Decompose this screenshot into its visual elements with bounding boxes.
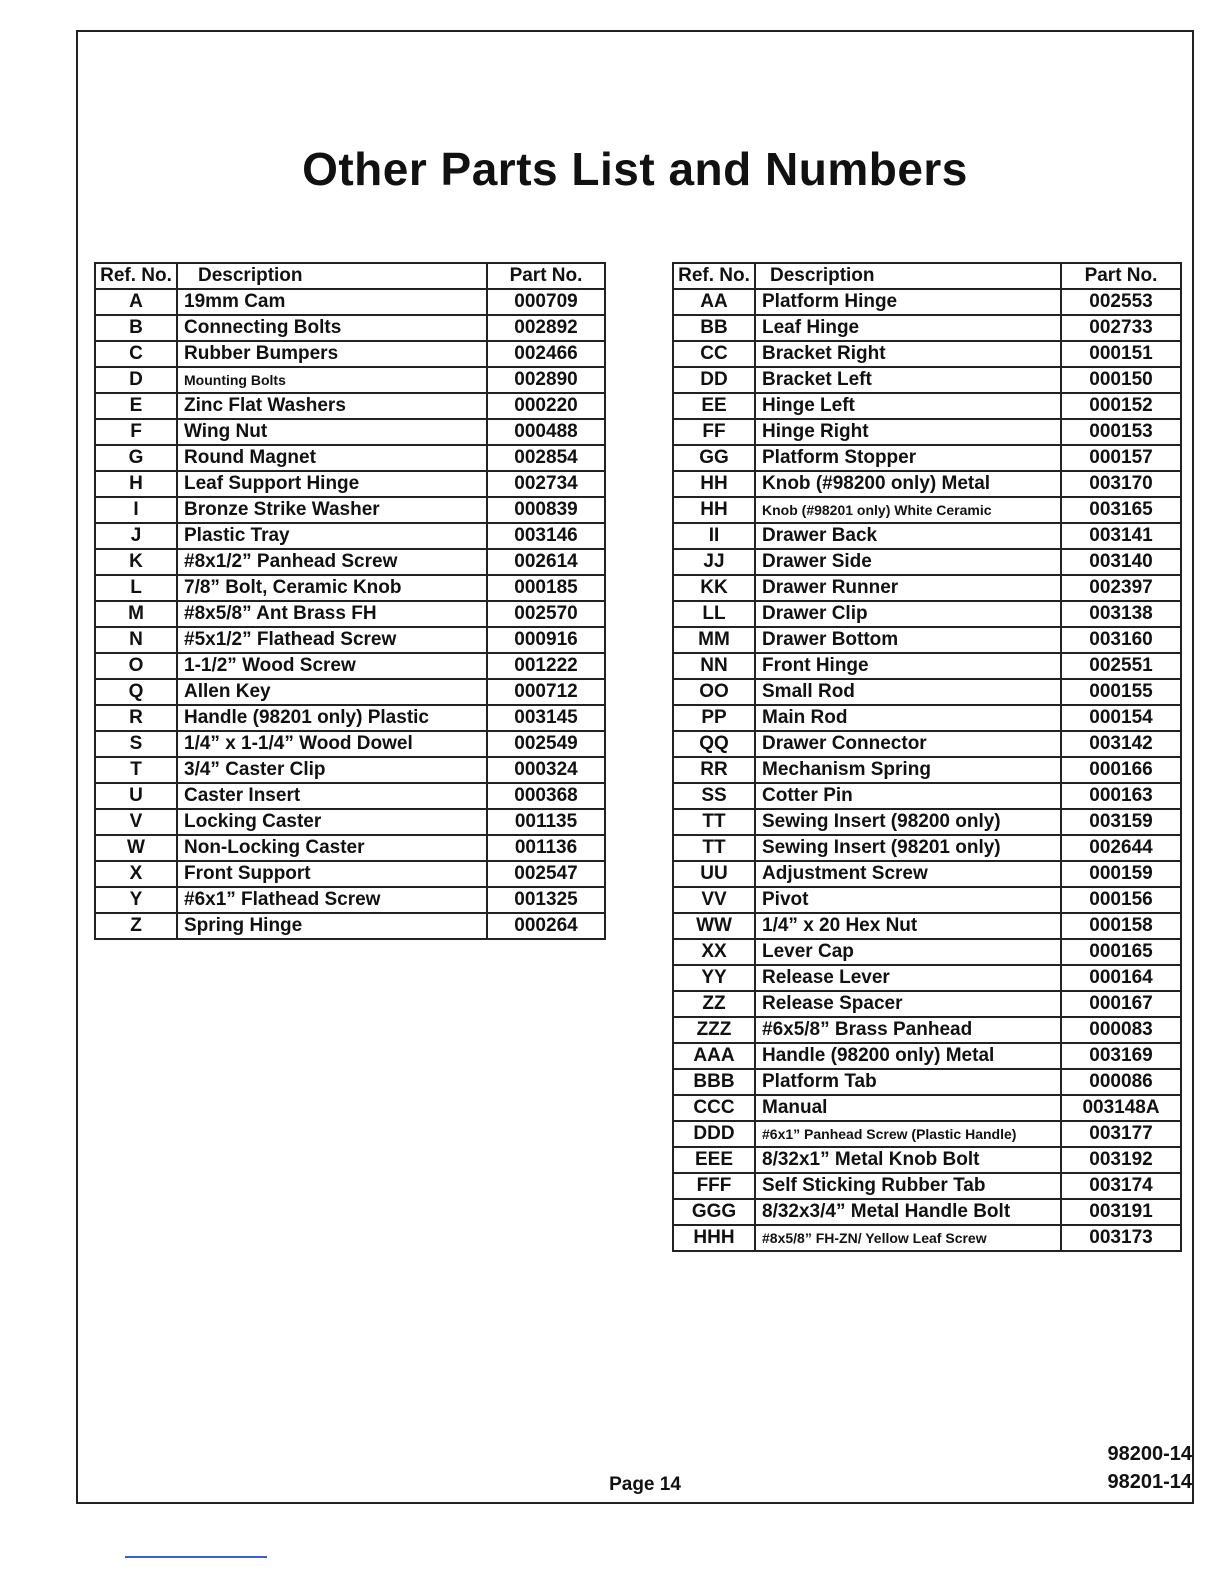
description-cell: Self Sticking Rubber Tab (755, 1173, 1061, 1199)
table-row (673, 1043, 1181, 1069)
table-row (673, 705, 1181, 731)
table-row (673, 1069, 1181, 1095)
ref-no-cell: II (673, 523, 755, 549)
part-no-cell: 003146 (487, 523, 605, 549)
description-cell: Allen Key (177, 679, 487, 705)
part-no-cell: 003165 (1061, 497, 1181, 523)
document-code: 98200-14 (1107, 1443, 1192, 1465)
part-no-cell: 000264 (487, 913, 605, 939)
ref-no-cell: CC (673, 341, 755, 367)
table-row (673, 497, 1181, 523)
table-row (673, 1199, 1181, 1225)
description-cell: Plastic Tray (177, 523, 487, 549)
description-cell: 1-1/2” Wood Screw (177, 653, 487, 679)
table-row (95, 315, 605, 341)
ref-no-cell: DD (673, 367, 755, 393)
description-cell: 3/4” Caster Clip (177, 757, 487, 783)
ref-no-cell: MM (673, 627, 755, 653)
table-row (673, 341, 1181, 367)
description-cell: 1/4” x 20 Hex Nut (755, 913, 1061, 939)
part-no-cell: 001222 (487, 653, 605, 679)
description-cell: Locking Caster (177, 809, 487, 835)
ref-no-cell: XX (673, 939, 755, 965)
part-no-cell: 002547 (487, 861, 605, 887)
table-row (95, 627, 605, 653)
table-row (95, 445, 605, 471)
ref-no-cell: GGG (673, 1199, 755, 1225)
description-cell: #5x1/2” Flathead Screw (177, 627, 487, 653)
table-row (95, 757, 605, 783)
description-cell: Mounting Bolts (177, 367, 487, 393)
part-no-cell: 003192 (1061, 1147, 1181, 1173)
part-no-cell: 000839 (487, 497, 605, 523)
part-no-cell: 000158 (1061, 913, 1181, 939)
table-row (673, 991, 1181, 1017)
part-no-cell: 003177 (1061, 1121, 1181, 1147)
ref-no-cell: EEE (673, 1147, 755, 1173)
part-no-cell: 003160 (1061, 627, 1181, 653)
header-description: Description (177, 263, 487, 289)
description-cell: 7/8” Bolt, Ceramic Knob (177, 575, 487, 601)
description-cell: Knob (#98201 only) White Ceramic (755, 497, 1061, 523)
part-no-cell: 000155 (1061, 679, 1181, 705)
part-no-cell: 003142 (1061, 731, 1181, 757)
description-cell: Sewing Insert (98201 only) (755, 835, 1061, 861)
ref-no-cell: W (95, 835, 177, 861)
table-row (95, 341, 605, 367)
ref-no-cell: J (95, 523, 177, 549)
description-cell: #6x1” Panhead Screw (Plastic Handle) (755, 1121, 1061, 1147)
ref-no-cell: I (95, 497, 177, 523)
parts-table-left-body (95, 289, 605, 939)
ref-no-cell: R (95, 705, 177, 731)
table-row (673, 393, 1181, 419)
part-no-cell: 002397 (1061, 575, 1181, 601)
ref-no-cell: YY (673, 965, 755, 991)
table-row (95, 601, 605, 627)
header-ref-no: Ref. No. (95, 263, 177, 289)
table-row (95, 419, 605, 445)
ref-no-cell: Q (95, 679, 177, 705)
part-no-cell: 002570 (487, 601, 605, 627)
part-no-cell: 002551 (1061, 653, 1181, 679)
ref-no-cell: AA (673, 289, 755, 315)
description-cell: Platform Tab (755, 1069, 1061, 1095)
description-cell: Hinge Left (755, 393, 1061, 419)
part-no-cell: 000153 (1061, 419, 1181, 445)
table-row (673, 1147, 1181, 1173)
description-cell: Handle (98201 only) Plastic (177, 705, 487, 731)
ref-no-cell: G (95, 445, 177, 471)
ref-no-cell: S (95, 731, 177, 757)
part-no-cell: 003145 (487, 705, 605, 731)
description-cell: #8x5/8” FH-ZN/ Yellow Leaf Screw (755, 1225, 1061, 1251)
description-cell: Small Rod (755, 679, 1061, 705)
ref-no-cell: LL (673, 601, 755, 627)
table-row (673, 861, 1181, 887)
part-no-cell: 003191 (1061, 1199, 1181, 1225)
table-row (673, 1225, 1181, 1251)
description-cell: Spring Hinge (177, 913, 487, 939)
ref-no-cell: NN (673, 653, 755, 679)
ref-no-cell: C (95, 341, 177, 367)
ref-no-cell: VV (673, 887, 755, 913)
description-cell: Bracket Left (755, 367, 1061, 393)
page-number: Page 14 (609, 1474, 681, 1495)
document-code: 98201-14 (1107, 1471, 1192, 1493)
ref-no-cell: WW (673, 913, 755, 939)
table-row (673, 731, 1181, 757)
ref-no-cell: GG (673, 445, 755, 471)
table-row (95, 679, 605, 705)
part-no-cell: 000151 (1061, 341, 1181, 367)
table-row (673, 445, 1181, 471)
table-row (673, 653, 1181, 679)
ref-no-cell: U (95, 783, 177, 809)
table-row (673, 471, 1181, 497)
table-row (673, 523, 1181, 549)
ref-no-cell: HHH (673, 1225, 755, 1251)
ref-no-cell: B (95, 315, 177, 341)
table-row (673, 315, 1181, 341)
ref-no-cell: KK (673, 575, 755, 601)
header-description: Description (755, 263, 1061, 289)
description-cell: Knob (#98200 only) Metal (755, 471, 1061, 497)
table-header-row (673, 263, 1181, 289)
part-no-cell: 001325 (487, 887, 605, 913)
ref-no-cell: X (95, 861, 177, 887)
part-no-cell: 000166 (1061, 757, 1181, 783)
parts-table-left (94, 262, 606, 940)
description-cell: #8x5/8” Ant Brass FH (177, 601, 487, 627)
part-no-cell: 000368 (487, 783, 605, 809)
table-row (95, 809, 605, 835)
ref-no-cell: TT (673, 835, 755, 861)
table-row (673, 627, 1181, 653)
table-row (673, 549, 1181, 575)
description-cell: Handle (98200 only) Metal (755, 1043, 1061, 1069)
description-cell: Drawer Bottom (755, 627, 1061, 653)
table-row (95, 575, 605, 601)
part-no-cell: 003174 (1061, 1173, 1181, 1199)
part-no-cell: 000167 (1061, 991, 1181, 1017)
table-row (95, 913, 605, 939)
part-no-cell: 000086 (1061, 1069, 1181, 1095)
part-no-cell: 000220 (487, 393, 605, 419)
ref-no-cell: CCC (673, 1095, 755, 1121)
ref-no-cell: RR (673, 757, 755, 783)
table-row (673, 835, 1181, 861)
ref-no-cell: Y (95, 887, 177, 913)
description-cell: #8x1/2” Panhead Screw (177, 549, 487, 575)
ref-no-cell: HH (673, 471, 755, 497)
ref-no-cell: H (95, 471, 177, 497)
part-no-cell: 000157 (1061, 445, 1181, 471)
header-part-no: Part No. (487, 263, 605, 289)
ref-no-cell: F (95, 419, 177, 445)
part-no-cell: 002644 (1061, 835, 1181, 861)
description-cell: Manual (755, 1095, 1061, 1121)
table-row (673, 887, 1181, 913)
part-no-cell: 003169 (1061, 1043, 1181, 1069)
part-no-cell: 003159 (1061, 809, 1181, 835)
table-row (673, 1017, 1181, 1043)
description-cell: Leaf Support Hinge (177, 471, 487, 497)
description-cell: Leaf Hinge (755, 315, 1061, 341)
description-cell: Bracket Right (755, 341, 1061, 367)
ref-no-cell: A (95, 289, 177, 315)
description-cell: Caster Insert (177, 783, 487, 809)
table-row (673, 367, 1181, 393)
description-cell: Drawer Connector (755, 731, 1061, 757)
table-row (95, 367, 605, 393)
description-cell: Hinge Right (755, 419, 1061, 445)
description-cell: Rubber Bumpers (177, 341, 487, 367)
ref-no-cell: O (95, 653, 177, 679)
part-no-cell: 001136 (487, 835, 605, 861)
description-cell: Drawer Side (755, 549, 1061, 575)
part-no-cell: 002734 (487, 471, 605, 497)
ref-no-cell: Z (95, 913, 177, 939)
ref-no-cell: OO (673, 679, 755, 705)
parts-table-right (672, 262, 1182, 1252)
description-cell: Cotter Pin (755, 783, 1061, 809)
part-no-cell: 000163 (1061, 783, 1181, 809)
ref-no-cell: SS (673, 783, 755, 809)
part-no-cell: 003170 (1061, 471, 1181, 497)
ref-no-cell: TT (673, 809, 755, 835)
part-no-cell: 000152 (1061, 393, 1181, 419)
table-row (95, 289, 605, 315)
part-no-cell: 000488 (487, 419, 605, 445)
description-cell: Wing Nut (177, 419, 487, 445)
table-row (95, 835, 605, 861)
table-row (673, 757, 1181, 783)
ref-no-cell: ZZ (673, 991, 755, 1017)
ref-no-cell: N (95, 627, 177, 653)
part-no-cell: 000156 (1061, 887, 1181, 913)
part-no-cell: 000154 (1061, 705, 1181, 731)
table-row (95, 705, 605, 731)
description-cell: #6x5/8” Brass Panhead (755, 1017, 1061, 1043)
description-cell: Drawer Back (755, 523, 1061, 549)
description-cell: Release Spacer (755, 991, 1061, 1017)
table-row (673, 1121, 1181, 1147)
description-cell: Non-Locking Caster (177, 835, 487, 861)
ref-no-cell: UU (673, 861, 755, 887)
description-cell: Mechanism Spring (755, 757, 1061, 783)
ref-no-cell: K (95, 549, 177, 575)
part-no-cell: 003148A (1061, 1095, 1181, 1121)
header-part-no: Part No. (1061, 263, 1181, 289)
ref-no-cell: BBB (673, 1069, 755, 1095)
table-row (673, 809, 1181, 835)
part-no-cell: 002733 (1061, 315, 1181, 341)
table-row (95, 549, 605, 575)
ref-no-cell: ZZZ (673, 1017, 755, 1043)
ref-no-cell: JJ (673, 549, 755, 575)
part-no-cell: 000185 (487, 575, 605, 601)
description-cell: Main Rod (755, 705, 1061, 731)
table-row (673, 965, 1181, 991)
part-no-cell: 000150 (1061, 367, 1181, 393)
description-cell: Platform Stopper (755, 445, 1061, 471)
part-no-cell: 000916 (487, 627, 605, 653)
table-row (673, 419, 1181, 445)
table-row (95, 887, 605, 913)
part-no-cell: 000164 (1061, 965, 1181, 991)
ref-no-cell: PP (673, 705, 755, 731)
ref-no-cell: FF (673, 419, 755, 445)
part-no-cell: 000324 (487, 757, 605, 783)
description-cell: Round Magnet (177, 445, 487, 471)
ref-no-cell: E (95, 393, 177, 419)
description-cell: Lever Cap (755, 939, 1061, 965)
table-row (95, 731, 605, 757)
table-header-row (95, 263, 605, 289)
table-row (95, 523, 605, 549)
ref-no-cell: AAA (673, 1043, 755, 1069)
ref-no-cell: M (95, 601, 177, 627)
table-row (673, 289, 1181, 315)
part-no-cell: 002892 (487, 315, 605, 341)
part-no-cell: 000165 (1061, 939, 1181, 965)
decorative-underline (125, 1556, 267, 1558)
description-cell: Zinc Flat Washers (177, 393, 487, 419)
description-cell: Adjustment Screw (755, 861, 1061, 887)
description-cell: 1/4” x 1-1/4” Wood Dowel (177, 731, 487, 757)
description-cell: #6x1” Flathead Screw (177, 887, 487, 913)
description-cell: Bronze Strike Washer (177, 497, 487, 523)
part-no-cell: 002890 (487, 367, 605, 393)
table-row (95, 783, 605, 809)
description-cell: Platform Hinge (755, 289, 1061, 315)
description-cell: Connecting Bolts (177, 315, 487, 341)
table-row (673, 679, 1181, 705)
ref-no-cell: L (95, 575, 177, 601)
ref-no-cell: D (95, 367, 177, 393)
description-cell: Drawer Runner (755, 575, 1061, 601)
description-cell: 8/32x3/4” Metal Handle Bolt (755, 1199, 1061, 1225)
description-cell: Front Hinge (755, 653, 1061, 679)
header-ref-no: Ref. No. (673, 263, 755, 289)
description-cell: Pivot (755, 887, 1061, 913)
document-codes (1107, 1440, 1192, 1496)
description-cell: Front Support (177, 861, 487, 887)
part-no-cell: 003138 (1061, 601, 1181, 627)
table-row (95, 653, 605, 679)
ref-no-cell: BB (673, 315, 755, 341)
part-no-cell: 002614 (487, 549, 605, 575)
ref-no-cell: DDD (673, 1121, 755, 1147)
description-cell: Sewing Insert (98200 only) (755, 809, 1061, 835)
ref-no-cell: HH (673, 497, 755, 523)
part-no-cell: 003141 (1061, 523, 1181, 549)
part-no-cell: 000083 (1061, 1017, 1181, 1043)
ref-no-cell: V (95, 809, 177, 835)
ref-no-cell: EE (673, 393, 755, 419)
table-row (95, 471, 605, 497)
description-cell: Release Lever (755, 965, 1061, 991)
description-cell: 19mm Cam (177, 289, 487, 315)
part-no-cell: 000159 (1061, 861, 1181, 887)
table-row (673, 939, 1181, 965)
part-no-cell: 002553 (1061, 289, 1181, 315)
part-no-cell: 000709 (487, 289, 605, 315)
table-row (673, 1173, 1181, 1199)
table-row (673, 913, 1181, 939)
parts-table-right-body (673, 289, 1181, 1251)
part-no-cell: 000712 (487, 679, 605, 705)
ref-no-cell: QQ (673, 731, 755, 757)
part-no-cell: 002549 (487, 731, 605, 757)
page-title: Other Parts List and Numbers (302, 143, 968, 195)
table-row (673, 783, 1181, 809)
table-row (95, 393, 605, 419)
ref-no-cell: FFF (673, 1173, 755, 1199)
table-row (95, 497, 605, 523)
description-cell: Drawer Clip (755, 601, 1061, 627)
part-no-cell: 001135 (487, 809, 605, 835)
table-row (673, 1095, 1181, 1121)
table-row (673, 575, 1181, 601)
part-no-cell: 002466 (487, 341, 605, 367)
part-no-cell: 003140 (1061, 549, 1181, 575)
table-row (673, 601, 1181, 627)
part-no-cell: 002854 (487, 445, 605, 471)
description-cell: 8/32x1” Metal Knob Bolt (755, 1147, 1061, 1173)
table-row (95, 861, 605, 887)
ref-no-cell: T (95, 757, 177, 783)
part-no-cell: 003173 (1061, 1225, 1181, 1251)
